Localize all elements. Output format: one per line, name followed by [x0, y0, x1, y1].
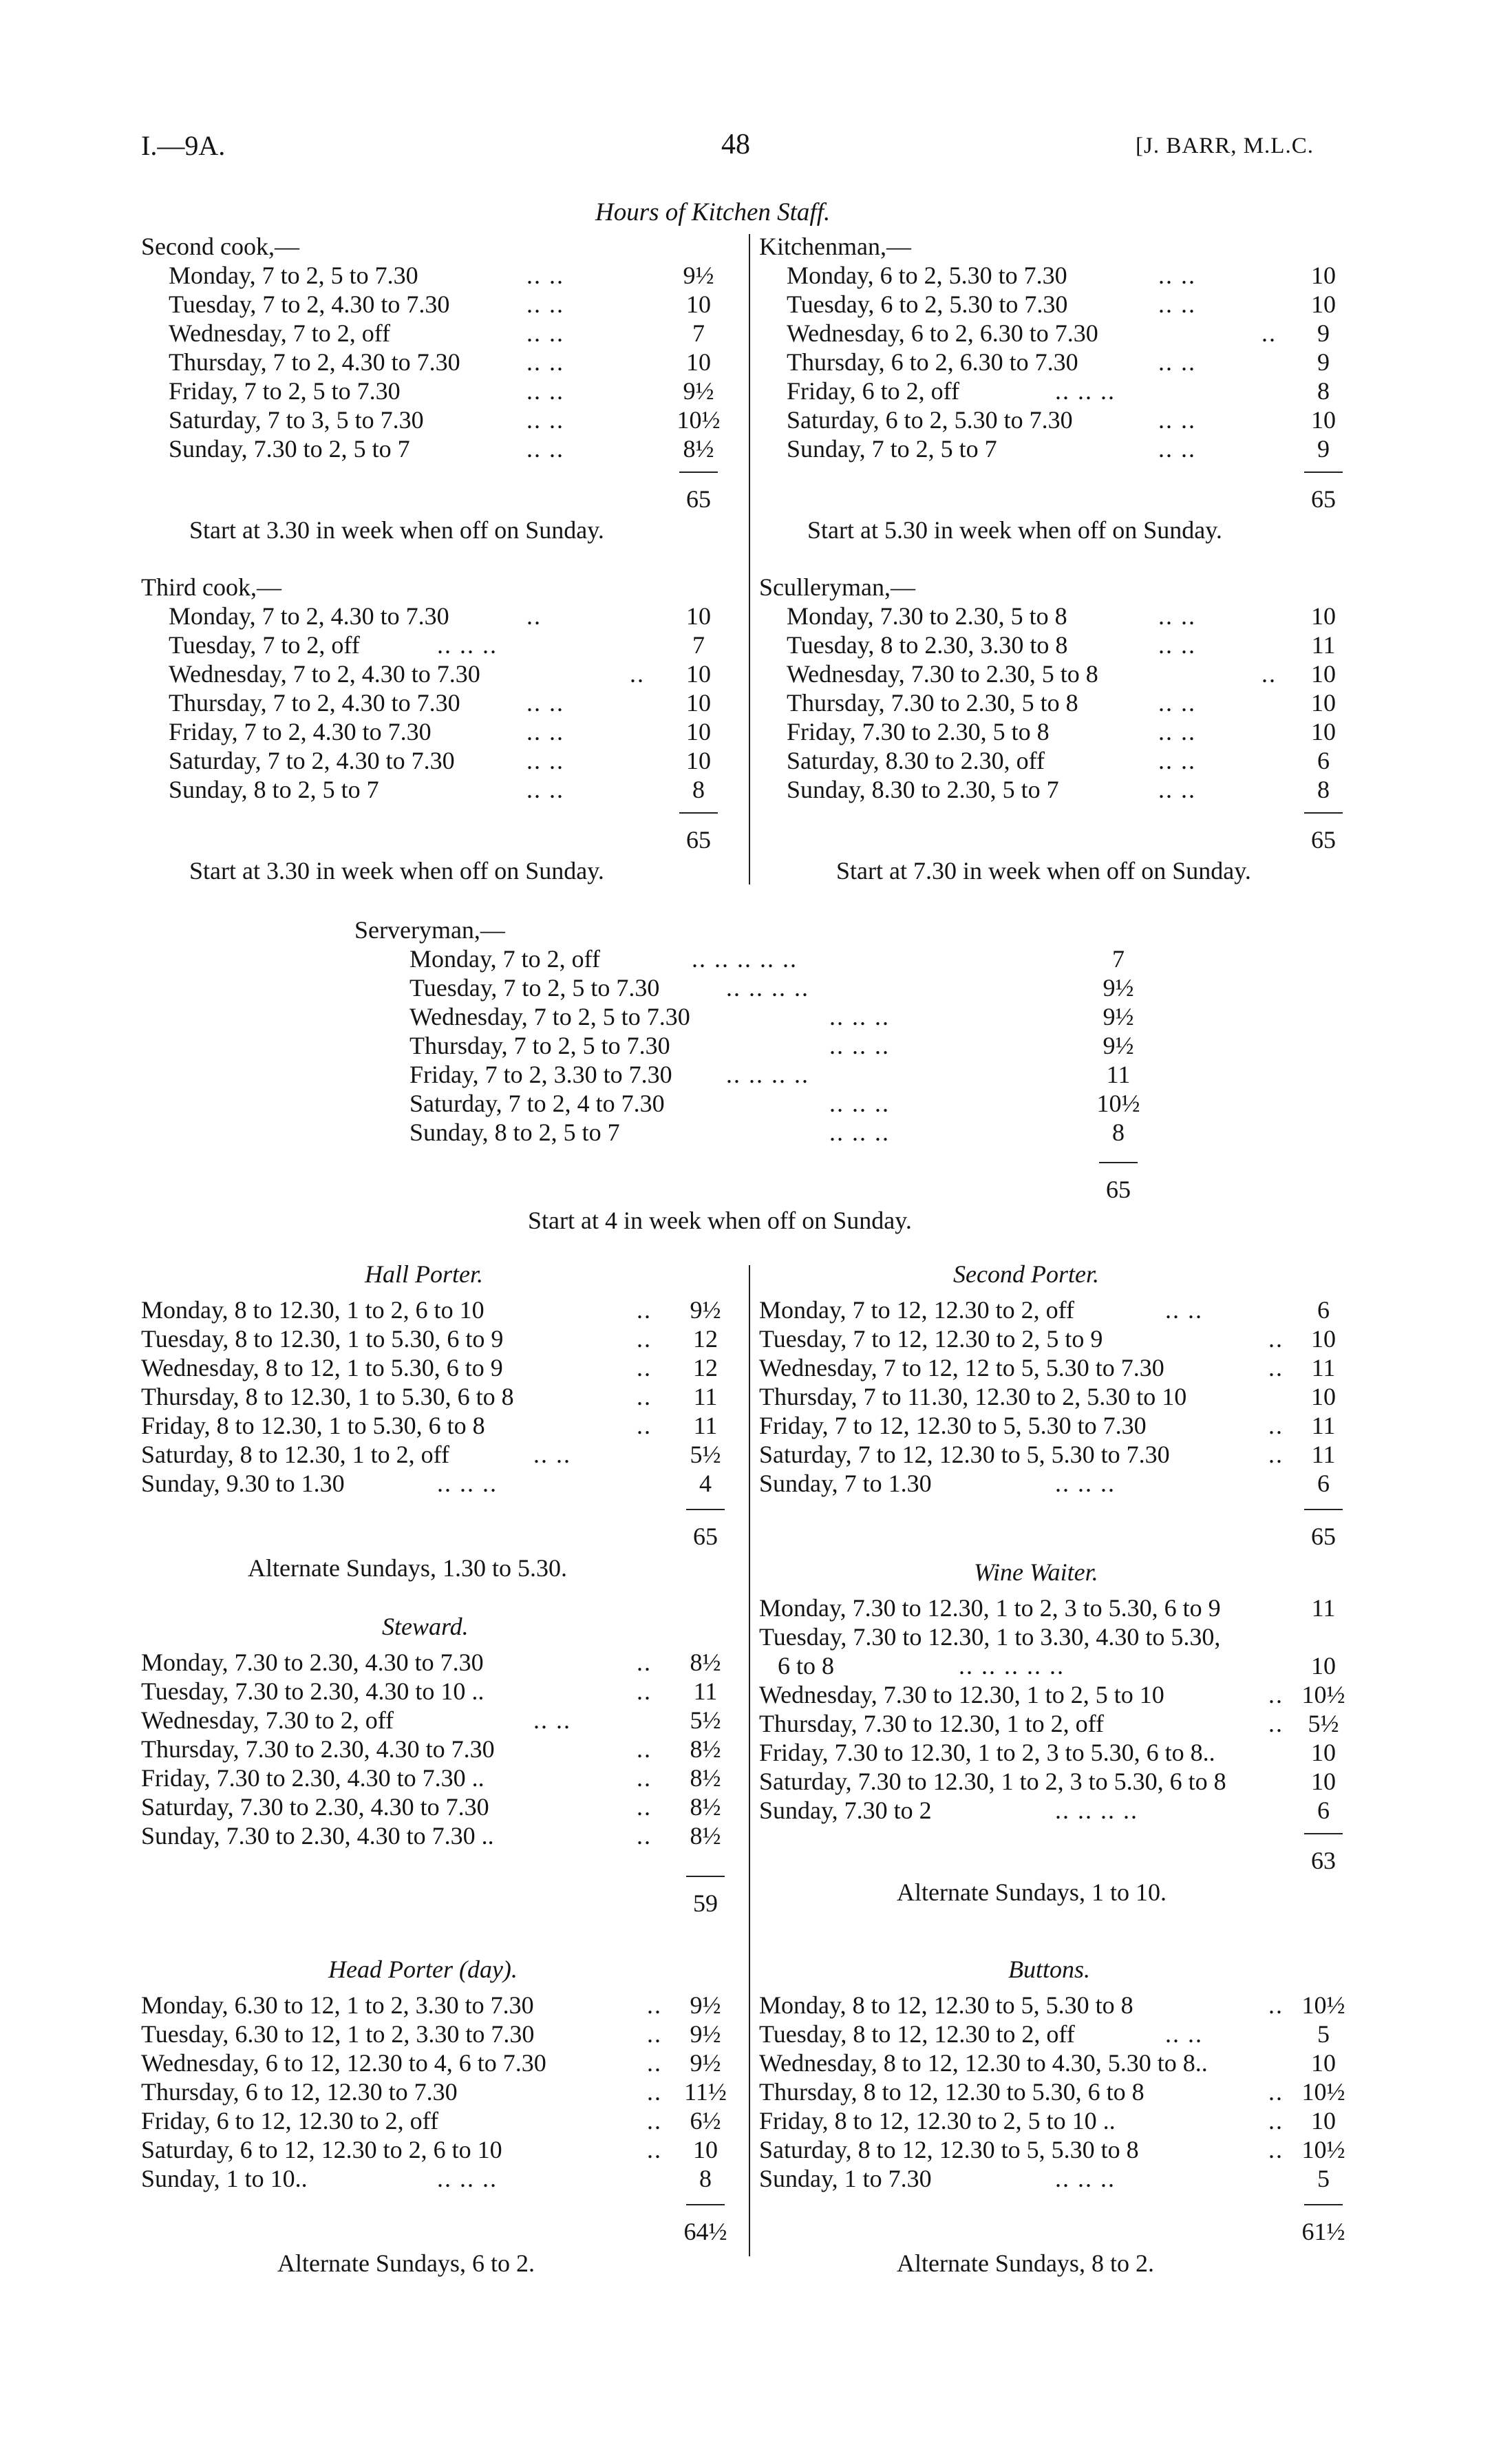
schedule-row: Wednesday, 7 to 2, off .. .. 7 [169, 319, 705, 347]
schedule-row: Friday, 6 to 2, off .. .. .. 8 [787, 377, 1330, 405]
schedule-row: Saturday, 7.30 to 12.30, 1 to 2, 3 to 5.30, 6 to 8 10 [759, 1768, 1336, 1795]
schedule-row: Tuesday, 8 to 12, 12.30 to 2, off .. .. 5 [759, 2020, 1330, 2048]
head-porter-block [141, 1955, 733, 2285]
schedule-row: Friday, 7 to 12, 12.30 to 5, 5.30 to 7.30 .. 11 [759, 1412, 1336, 1439]
schedule-row: Friday, 7 to 2, 3.30 to 7.30 .. .. .. .. 11 [409, 1061, 1131, 1088]
schedule-row: Monday, 7 to 12, 12.30 to 2, off .. .. 6 [759, 1296, 1330, 1324]
schedule-row: Sunday, 8 to 2, 5 to 7 .. .. 8 [169, 776, 705, 803]
schedule-row: Tuesday, 7 to 2, 5 to 7.30 .. .. .. .. 9½ [409, 974, 1134, 1002]
schedule-row: Thursday, 8 to 12, 12.30 to 5.30, 6 to 8 .. 10½ [759, 2078, 1345, 2106]
schedule-row: Sunday, 9.30 to 1.30 .. .. .. 4 [141, 1470, 712, 1497]
schedule-row: Friday, 7.30 to 2.30, 4.30 to 7.30 .. .. 8½ [141, 1764, 721, 1792]
schedule-row: Tuesday, 7 to 12, 12.30 to 2, 5 to 9 .. 10 [759, 1325, 1336, 1353]
schedule-row: Tuesday, 8 to 12.30, 1 to 5.30, 6 to 9 .. 12 [141, 1325, 718, 1353]
schedule-row: Thursday, 7.30 to 12.30, 1 to 2, off .. 5½ [759, 1710, 1339, 1737]
schedule-row: Thursday, 6 to 2, 6.30 to 7.30 .. .. 9 [787, 348, 1330, 376]
schedule-row: Saturday, 7 to 2, 4 to 7.30 .. .. .. 10½ [409, 1090, 1140, 1117]
steward-block [141, 1612, 733, 1936]
schedule-row: Thursday, 7 to 11.30, 12.30 to 2, 5.30 to 10 10 [759, 1383, 1336, 1410]
schedule-row: Sunday, 7.30 to 2 .. .. .. .. 6 [759, 1797, 1330, 1824]
start-note: Start at 3.30 in week when off on Sunday. [189, 516, 604, 544]
schedule-row: Monday, 8 to 12, 12.30 to 5, 5.30 to 8 .. 10½ [759, 1991, 1345, 2019]
schedule-row: Friday, 7.30 to 12.30, 1 to 2, 3 to 5.30, 6 to 8.. 10 [759, 1739, 1336, 1766]
total-rule [686, 2204, 725, 2205]
page-number: 48 [721, 129, 750, 160]
buttons-block [759, 1955, 1372, 2285]
schedule-row: Tuesday, 6 to 2, 5.30 to 7.30 .. .. 10 [787, 290, 1336, 318]
schedule-row: Saturday, 6 to 2, 5.30 to 7.30 .. .. 10 [787, 406, 1336, 434]
section-heading: Steward. [382, 1613, 469, 1640]
weekly-total: 65 [1311, 826, 1336, 854]
role-title: Kitchenman,— [759, 233, 911, 260]
schedule-row: Wednesday, 7 to 12, 12 to 5, 5.30 to 7.30 .. 11 [759, 1354, 1336, 1381]
schedule-row: Saturday, 8 to 12, 12.30 to 5, 5.30 to 8 .. 10½ [759, 2136, 1345, 2163]
start-note: Start at 7.30 in week when off on Sunday. [836, 857, 1251, 884]
start-note: Start at 3.30 in week when off on Sunday. [189, 857, 604, 884]
schedule-row: Thursday, 6 to 12, 12.30 to 7.30 .. 11½ [141, 2078, 727, 2106]
schedule-row: Tuesday, 7.30 to 12.30, 1 to 3.30, 4.30 to 5.30, [759, 1623, 1221, 1651]
alternate-sundays-note: Alternate Sundays, 8 to 2. [897, 2249, 1154, 2277]
total-rule [679, 812, 718, 814]
schedule-row: Monday, 7 to 2, 5 to 7.30 .. .. 9½ [169, 262, 714, 289]
schedule-row: Monday, 7.30 to 2.30, 5 to 8 .. .. 10 [787, 602, 1336, 630]
schedule-row: Friday, 7 to 2, 4.30 to 7.30 .. .. 10 [169, 718, 711, 745]
third-cook-block [141, 573, 726, 896]
schedule-row: Friday, 8 to 12.30, 1 to 5.30, 6 to 8 .. 11 [141, 1412, 718, 1439]
schedule-row: Sunday, 7.30 to 2, 5 to 7 .. .. 8½ [169, 435, 714, 463]
total-rule [1304, 812, 1343, 814]
schedule-row: Friday, 7.30 to 2.30, 5 to 8 .. .. 10 [787, 718, 1336, 745]
schedule-row: Sunday, 7 to 2, 5 to 7 .. .. 9 [787, 435, 1330, 463]
alternate-sundays-note: Alternate Sundays, 6 to 2. [277, 2249, 535, 2277]
schedule-row: Wednesday, 7.30 to 2.30, 5 to 8 .. 10 [787, 660, 1336, 688]
total-rule [1304, 1833, 1343, 1834]
weekly-total: 65 [686, 826, 711, 854]
schedule-row: Wednesday, 8 to 12, 1 to 5.30, 6 to 9 .. 12 [141, 1354, 718, 1381]
schedule-row: Wednesday, 7.30 to 12.30, 1 to 2, 5 to 10 .. 10½ [759, 1681, 1345, 1708]
serveryman-block [354, 915, 1180, 1246]
schedule-row: Tuesday, 7 to 2, off .. .. .. 7 [169, 631, 705, 659]
schedule-row: Saturday, 8 to 12.30, 1 to 2, off .. .. 5½ [141, 1441, 721, 1468]
schedule-row: Monday, 6.30 to 12, 1 to 2, 3.30 to 7.30 .. 9½ [141, 1991, 721, 2019]
schedule-row: Sunday, 7 to 1.30 .. .. .. 6 [759, 1470, 1330, 1497]
total-rule [686, 1876, 725, 1877]
section-heading: Head Porter (day). [328, 1956, 518, 1983]
weekly-total: 63 [1311, 1847, 1336, 1874]
total-rule [686, 1509, 725, 1510]
weekly-total: 59 [693, 1889, 718, 1917]
schedule-row: Friday, 7 to 2, 5 to 7.30 .. .. 9½ [169, 377, 714, 405]
alternate-sundays-note: Alternate Sundays, 1.30 to 5.30. [248, 1554, 567, 1582]
role-title: Third cook,— [141, 573, 281, 601]
schedule-row: Sunday, 1 to 7.30 .. .. .. 5 [759, 2165, 1330, 2192]
schedule-row: Saturday, 6 to 12, 12.30 to 2, 6 to 10 .. 10 [141, 2136, 718, 2163]
role-title: Second cook,— [141, 233, 299, 260]
second-porter-block [759, 1260, 1372, 1563]
weekly-total: 65 [693, 1523, 718, 1550]
schedule-row: Saturday, 7 to 2, 4.30 to 7.30 .. .. 10 [169, 747, 711, 774]
schedule-row: Thursday, 8 to 12.30, 1 to 5.30, 6 to 8 .. 11 [141, 1383, 718, 1410]
weekly-total: 61½ [1301, 2218, 1345, 2245]
schedule-row: Friday, 6 to 12, 12.30 to 2, off .. 6½ [141, 2107, 721, 2134]
start-note: Start at 5.30 in week when off on Sunday. [807, 516, 1222, 544]
schedule-row: Monday, 6 to 2, 5.30 to 7.30 .. .. 10 [787, 262, 1336, 289]
schedule-row: Friday, 8 to 12, 12.30 to 2, 5 to 10 .. .. 10 [759, 2107, 1336, 2134]
section-heading: Wine Waiter. [974, 1558, 1098, 1586]
schedule-row: Monday, 7 to 2, off .. .. .. .. .. 7 [409, 945, 1125, 973]
alternate-sundays-note: Alternate Sundays, 1 to 10. [897, 1878, 1167, 1906]
schedule-row: Sunday, 1 to 10.. .. .. .. 8 [141, 2165, 712, 2192]
schedule-row: Thursday, 7.30 to 2.30, 4.30 to 7.30 .. 8½ [141, 1735, 721, 1763]
wine-waiter-block [759, 1558, 1372, 1943]
schedule-row: Thursday, 7 to 2, 5 to 7.30 .. .. .. 9½ [409, 1032, 1134, 1059]
weekly-total: 65 [1311, 485, 1336, 513]
schedule-row: Thursday, 7 to 2, 4.30 to 7.30 .. .. 10 [169, 348, 711, 376]
column-divider-top [749, 234, 750, 884]
schedule-row: Monday, 7.30 to 12.30, 1 to 2, 3 to 5.30, 6 to 9 11 [759, 1594, 1336, 1622]
total-rule [1099, 1162, 1138, 1163]
schedule-row: Sunday, 8.30 to 2.30, 5 to 7 .. .. 8 [787, 776, 1330, 803]
schedule-row: Monday, 7 to 2, 4.30 to 7.30 .. 10 [169, 602, 711, 630]
schedule-row: Wednesday, 8 to 12, 12.30 to 4.30, 5.30 to 8.. 10 [759, 2049, 1336, 2077]
schedule-row: Tuesday, 7.30 to 2.30, 4.30 to 10 .. .. 11 [141, 1677, 718, 1705]
total-rule [1304, 1509, 1343, 1510]
schedule-row: Tuesday, 7 to 2, 4.30 to 7.30 .. .. 10 [169, 290, 711, 318]
schedule-row: Thursday, 7.30 to 2.30, 5 to 8 .. .. 10 [787, 689, 1336, 717]
start-note: Start at 4 in week when off on Sunday. [528, 1207, 912, 1234]
sculleryman-block [759, 573, 1372, 896]
weekly-total: 65 [1106, 1176, 1131, 1203]
schedule-row: Wednesday, 7.30 to 2, off .. .. 5½ [141, 1706, 721, 1734]
schedule-row: Tuesday, 8 to 2.30, 3.30 to 8 .. .. 11 [787, 631, 1336, 659]
schedule-row: Wednesday, 7 to 2, 5 to 7.30 .. .. .. 9½ [409, 1003, 1134, 1030]
schedule-row: Saturday, 7.30 to 2.30, 4.30 to 7.30 .. 8½ [141, 1793, 721, 1821]
schedule-row: Sunday, 8 to 2, 5 to 7 .. .. .. 8 [409, 1119, 1125, 1146]
schedule-row: Saturday, 8.30 to 2.30, off .. .. 6 [787, 747, 1330, 774]
second-cook-block [141, 232, 726, 555]
kitchenman-block [759, 232, 1372, 555]
total-rule [1304, 472, 1343, 473]
weekly-total: 65 [1311, 1523, 1336, 1550]
schedule-row: Saturday, 7 to 12, 12.30 to 5, 5.30 to 7.30 .. 11 [759, 1441, 1336, 1468]
weekly-total: 65 [686, 485, 711, 513]
schedule-row: Thursday, 7 to 2, 4.30 to 7.30 .. .. 10 [169, 689, 711, 717]
document-reference: I.—9A. [141, 130, 226, 161]
role-title: Sculleryman,— [759, 573, 915, 601]
weekly-total: 64½ [683, 2218, 727, 2245]
schedule-row: Wednesday, 6 to 12, 12.30 to 4, 6 to 7.30 .. 9½ [141, 2049, 721, 2077]
role-title: Serveryman,— [354, 916, 505, 944]
total-rule [679, 472, 718, 473]
total-rule [1304, 2204, 1343, 2205]
schedule-row: Tuesday, 6.30 to 12, 1 to 2, 3.30 to 7.30 .. 9½ [141, 2020, 721, 2048]
schedule-row: Monday, 7.30 to 2.30, 4.30 to 7.30 .. 8½ [141, 1649, 721, 1676]
section-heading: Buttons. [1008, 1956, 1091, 1983]
section-heading: Second Porter. [953, 1260, 1099, 1288]
schedule-row: Wednesday, 7 to 2, 4.30 to 7.30 .. 10 [169, 660, 711, 688]
section-heading: Hall Porter. [365, 1260, 484, 1288]
schedule-row: Wednesday, 6 to 2, 6.30 to 7.30 .. 9 [787, 319, 1330, 347]
schedule-row: 6 to 8 .. .. .. .. .. 10 [759, 1652, 1336, 1680]
section-title: Hours of Kitchen Staff. [595, 198, 831, 226]
column-divider-bottom [749, 1265, 750, 2256]
schedule-row: Monday, 8 to 12.30, 1 to 2, 6 to 10 .. 9½ [141, 1296, 721, 1324]
hall-porter-block [141, 1260, 733, 1604]
schedule-row: Saturday, 7 to 3, 5 to 7.30 .. .. 10½ [169, 406, 721, 434]
witness-name: [J. BARR, M.L.C. [1136, 134, 1314, 158]
schedule-row: Sunday, 7.30 to 2.30, 4.30 to 7.30 .. .. 8½ [141, 1822, 721, 1850]
